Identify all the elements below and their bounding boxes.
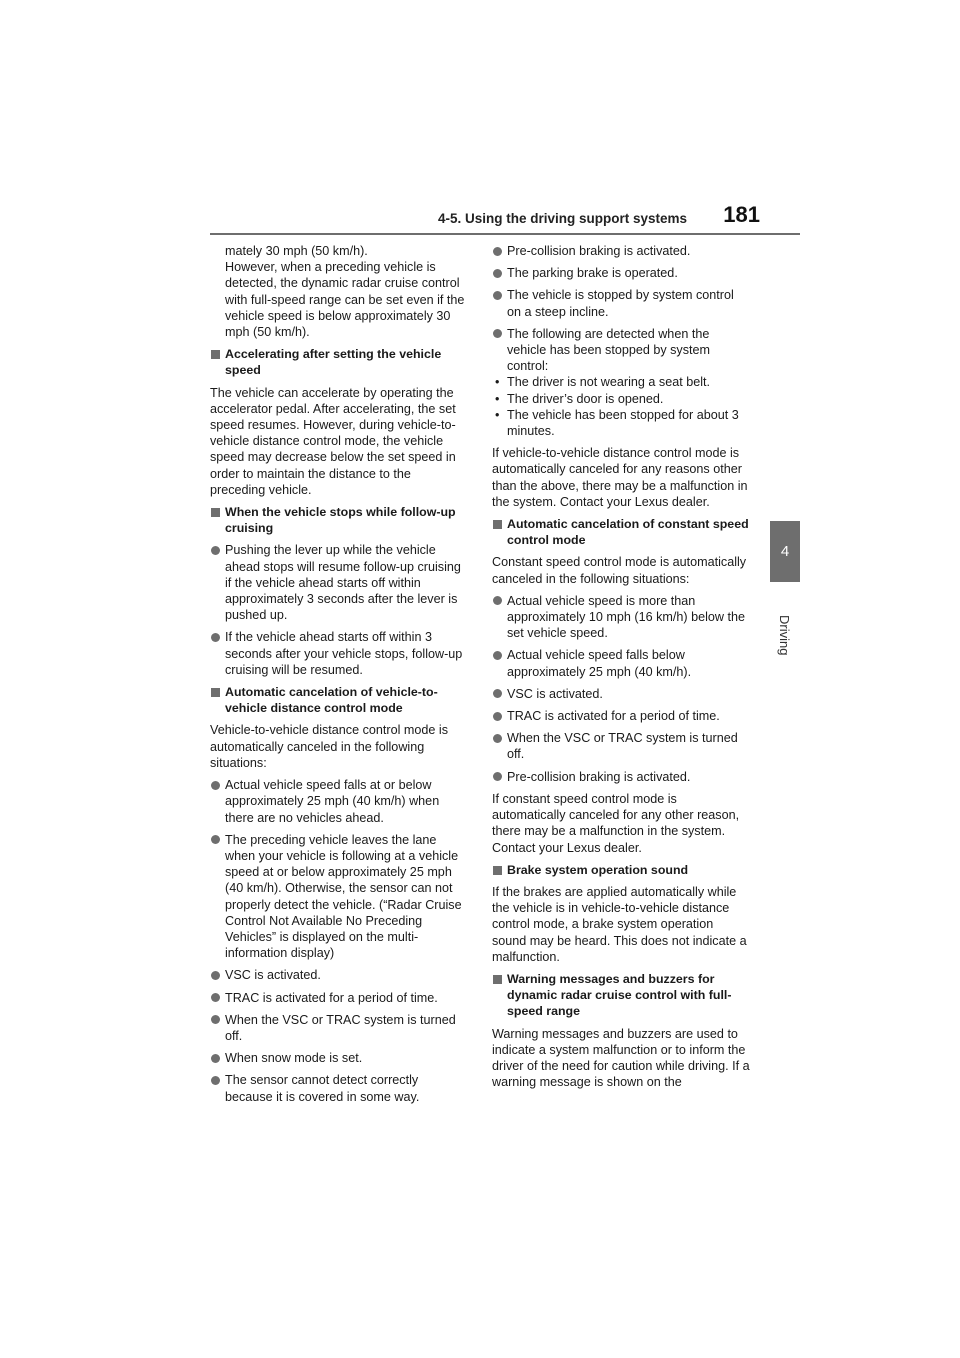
list-item [492,243,750,259]
page-number: 181 [723,202,760,227]
paragraph: If vehicle-to-vehicle distance control mode is automatically canceled for any reasons other than the above, there may be a malfunction in the system. Contact your Lexus dealer. [492,446,748,509]
square-bullet-icon [493,520,502,529]
list-item [492,287,750,319]
list-item [210,777,468,826]
paragraph: If the brakes are applied automatically while the vehicle is in vehicle-to-vehicle distance control mode, a brake system operation sound may be heard. This does not indicate a malfunction. [492,884,747,964]
list-item [210,832,468,962]
square-bullet-icon [211,350,220,359]
paragraph: Vehicle-to-vehicle distance control mode is automatically canceled in the following situations: [210,723,449,770]
paragraph: If constant speed control mode is automatically canceled for any other reason, there may be a malfunction in the system. Contact your Lexus dealer. [492,791,740,855]
sub-list-item [492,407,750,439]
paragraph: Constant speed control mode is automatically canceled in the following situations: [492,555,747,586]
section-heading [492,971,750,1020]
list-item-text: The preceding vehicle leaves the lane when your vehicle is following at a vehicle speed at or below approximately 25 mph (40 km/h). Otherwise, the sensor can not properly detect the vehicle. (“Radar Cruise Control Not Available No Preceding Vehicles” is displayed on the multi-information display) [225,832,462,961]
list-item-text: The parking brake is operated. [507,266,678,281]
round-bullet-icon [211,1015,220,1024]
round-bullet-icon [211,1076,220,1085]
list-item-text: VSC is activated. [507,686,603,701]
round-bullet-icon [211,971,220,980]
heading-text: Accelerating after setting the vehicle speed [225,347,442,378]
chapter-number: 4 [780,543,790,560]
round-bullet-icon [211,633,220,642]
list-item-text: TRAC is activated for a period of time. [225,990,438,1005]
page-header [210,200,800,236]
round-bullet-icon [493,712,502,721]
list-item [210,629,468,678]
list-item [210,990,468,1006]
sub-list-item-text: The vehicle has been stopped for about 3 minutes. [507,407,739,439]
list-item [492,647,750,679]
sub-list [492,374,750,439]
list-item-text: TRAC is activated for a period of time. [507,709,720,724]
sub-bullet-marker: • [495,391,500,406]
sub-list-item [492,374,750,390]
round-bullet-icon [211,1054,220,1063]
continued-paragraph: mately 30 mph (50 km/h). However, when a preceding vehicle is detected, the dynamic radar cruise control with full-speed range can be set even if the vehicle speed is below approximately 30 mph (50 km/h). [225,244,465,340]
round-bullet-icon [211,781,220,790]
round-bullet-icon [211,835,220,844]
heading-text: When the vehicle stops while follow-up cruising [225,505,456,536]
header-rule [210,233,800,235]
sub-bullet-marker: • [495,375,500,390]
heading-text: Brake system operation sound [507,862,689,877]
section-heading [492,516,750,548]
section-heading [210,684,468,716]
chapter-tab [770,521,800,582]
square-bullet-icon [493,975,502,984]
list-item-text: Actual vehicle speed falls below approximately 25 mph (40 km/h). [507,648,692,679]
square-bullet-icon [493,866,502,875]
heading-text: Warning messages and buzzers for dynamic radar cruise control with full-speed range [507,971,732,1019]
list-item [492,769,750,785]
list-item [210,1012,468,1044]
round-bullet-icon [493,651,502,660]
list-item-text: Pre-collision braking is activated. [507,244,691,258]
list-item-text: If the vehicle ahead starts off within 3 seconds after your vehicle stops, follow-up cruising will be resumed. [225,630,463,677]
round-bullet-icon [493,772,502,781]
list-item-text: Pushing the lever up while the vehicle ahead stops will resume follow-up cruising if the vehicle ahead starts off within approximately 3 seconds after the lever is pushed up. [225,543,461,623]
list-item [210,967,468,983]
list-item-text: Actual vehicle speed is more than approximately 10 mph (16 km/h) below the set vehicle speed. [507,593,745,641]
round-bullet-icon [493,596,502,605]
list-item [492,730,750,762]
list-item [210,1050,468,1066]
list-item-text: The following are detected when the vehicle has been stopped by system control: [507,326,711,374]
round-bullet-icon [493,689,502,698]
list-item [492,686,750,702]
list-item-text: VSC is activated. [225,968,321,983]
round-bullet-icon [211,546,220,555]
list-item [492,593,750,642]
list-item-text: The vehicle is stopped by system control on a steep incline. [507,288,734,319]
sub-list-item [492,391,750,407]
section-title: 4-5. Using the driving support systems [437,211,687,226]
square-bullet-icon [211,688,220,697]
chapter-label: Driving [777,615,792,656]
section-heading [210,504,468,536]
heading-text: Automatic cancelation of constant speed control mode [507,517,749,548]
right-column [492,243,750,1096]
round-bullet-icon [493,269,502,278]
round-bullet-icon [211,993,220,1002]
list-item-text: Actual vehicle speed falls at or below approximately 25 mph (40 km/h) when there are no vehicles ahead. [225,778,440,825]
round-bullet-icon [493,291,502,300]
left-column [210,243,468,1111]
section-heading [492,862,750,878]
round-bullet-icon [493,329,502,338]
sub-list-item-text: The driver is not wearing a seat belt. [507,375,711,390]
list-item-text: The sensor cannot detect correctly because it is covered in some way. [225,1073,420,1104]
paragraph: Warning messages and buzzers are used to indicate a system malfunction or to inform the driver of the need for caution while driving. If a warning message is shown on the [492,1026,750,1090]
list-item-text: When snow mode is set. [225,1051,363,1066]
round-bullet-icon [493,734,502,743]
heading-text: Automatic cancelation of vehicle-to-vehicle distance control mode [225,685,438,716]
list-item [210,542,468,623]
round-bullet-icon [493,247,502,256]
sub-list-item-text: The driver’s door is opened. [507,391,664,406]
square-bullet-icon [211,508,220,517]
list-item-text: When the VSC or TRAC system is turned off. [507,731,738,762]
paragraph: The vehicle can accelerate by operating the accelerator pedal. After accelerating, the set speed resumes. However, during vehicle-to-vehicle distance control mode, the vehicle speed may decrease below the set speed in order to maintain the distance to the preceding vehicle. [210,385,456,497]
section-heading [210,346,468,378]
list-item-text: When the VSC or TRAC system is turned off. [225,1012,456,1043]
list-item [492,708,750,724]
list-item [492,265,750,281]
list-item [210,1072,468,1104]
sub-bullet-marker: • [495,407,500,422]
list-item-text: Pre-collision braking is activated. [507,769,691,784]
list-item [492,326,750,375]
